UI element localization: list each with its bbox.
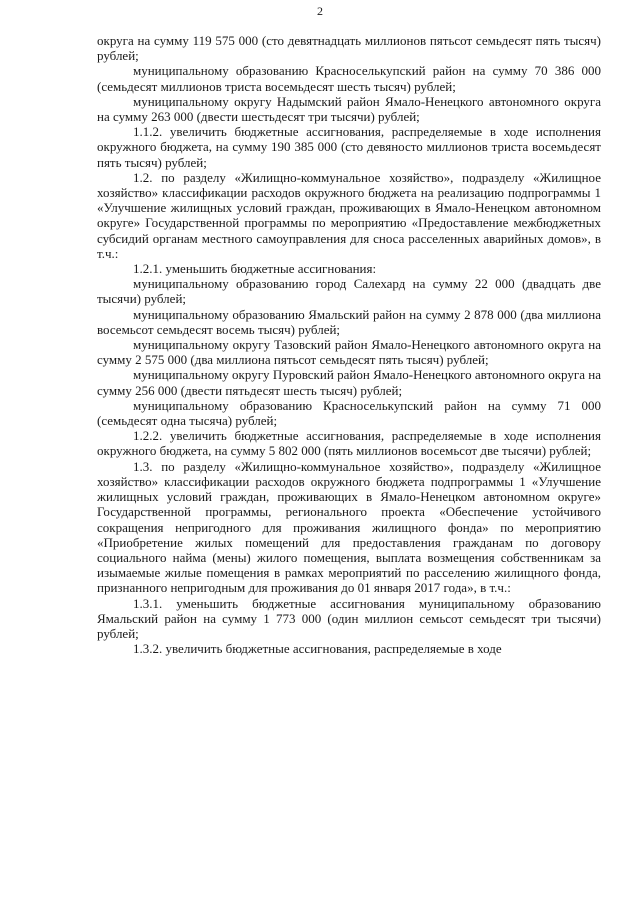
paragraph-7: муниципальному образованию город Салехард на сумму 22 000 (двадцать две тысячи) рублей; bbox=[97, 276, 601, 307]
paragraph-6: 1.2.1. уменьшить бюджетные ассигнования: bbox=[133, 261, 377, 277]
paragraph-13: 1.3. по разделу «Жилищно-коммунальное хозяйство», подразделу «Жилищное хозяйство» классификации расходов окружного бюджета подпрограммы 1 «Улучшение жилищных условий граждан, проживающих в Ямало-Ненецком автономном округе» Государственной программы, регионального проекта «Обеспечение устойчивого сокращения непригодного для проживания жилищного фонда» по мероприятию «Приобретение жилых помещений для предоставления гражданам по договору социального найма (мены) жилого помещения, выплата возмещения собственникам за изымаемые жилые помещения в рамках мероприятий по расселению жилищного фонда, признанного непригодным для проживания до 01 января 2017 года», в т.ч.: bbox=[97, 458, 601, 596]
paragraph-1: округа на сумму 119 575 000 (сто девятнадцать миллионов пятьсот семьдесят пять тысяч) рублей; bbox=[97, 33, 601, 64]
paragraph-4: 1.1.2. увеличить бюджетные ассигнования, распределяемые в ходе исполнения окружного бюджета, на сумму 190 385 000 (сто девяносто миллионов триста восемьдесят пять тысяч) рублей; bbox=[97, 124, 601, 170]
paragraph-12: 1.2.2. увеличить бюджетные ассигнования, распределяемые в ходе исполнения окружного бюджета, на сумму 5 802 000 (пять миллионов восемьсот две тысячи) рублей; bbox=[97, 428, 601, 459]
paragraph-2: муниципальному образованию Красноселькупский район на сумму 70 386 000 (семьдесят миллионов триста восемьдесят шесть тысяч) рублей; bbox=[97, 63, 601, 94]
paragraph-9: муниципальному округу Тазовский район Ямало-Ненецкого автономного округа на сумму 2 575 000 (два миллиона пятьсот семьдесят пять тысяч) рублей; bbox=[97, 337, 601, 368]
paragraph-3: муниципальному округу Надымский район Ямало-Ненецкого автономного округа на сумму 263 000 (двести шестьдесят три тысячи) рублей; bbox=[97, 93, 601, 125]
paragraph-14: 1.3.1. уменьшить бюджетные ассигнования муниципальному образованию Ямальский район на сумму 1 773 000 (один миллион семьсот семьдесят три тысячи) рублей; bbox=[97, 595, 601, 641]
page-number: 2 bbox=[317, 4, 323, 18]
paragraph-15: 1.3.2. увеличить бюджетные ассигнования, распределяемые в ходе bbox=[133, 641, 502, 657]
document-body bbox=[97, 33, 601, 656]
paragraph-5: 1.2. по разделу «Жилищно-коммунальное хозяйство», подразделу «Жилищное хозяйство» классификации расходов окружного бюджета на реализацию подпрограммы 1 «Улучшение жилищных условий граждан, проживающих в Ямало-Ненецком автономном округе» Государственной программы по мероприятию «Предоставление межбюджетных субсидий органам местного самоуправления для сноса расселенных аварийных домов», в т.ч.: bbox=[97, 169, 601, 261]
paragraph-11: муниципальному образованию Красноселькупский район на сумму 71 000 (семьдесят одна тысяча) рублей; bbox=[97, 397, 601, 429]
paragraph-10: муниципальному округу Пуровский район Ямало-Ненецкого автономного округа на сумму 256 000 (двести пятьдесят шесть тысяч) рублей; bbox=[97, 367, 601, 398]
paragraph-8: муниципальному образованию Ямальский район на сумму 2 878 000 (два миллиона восемьсот семьдесят восемь тысяч) рублей; bbox=[97, 306, 601, 337]
